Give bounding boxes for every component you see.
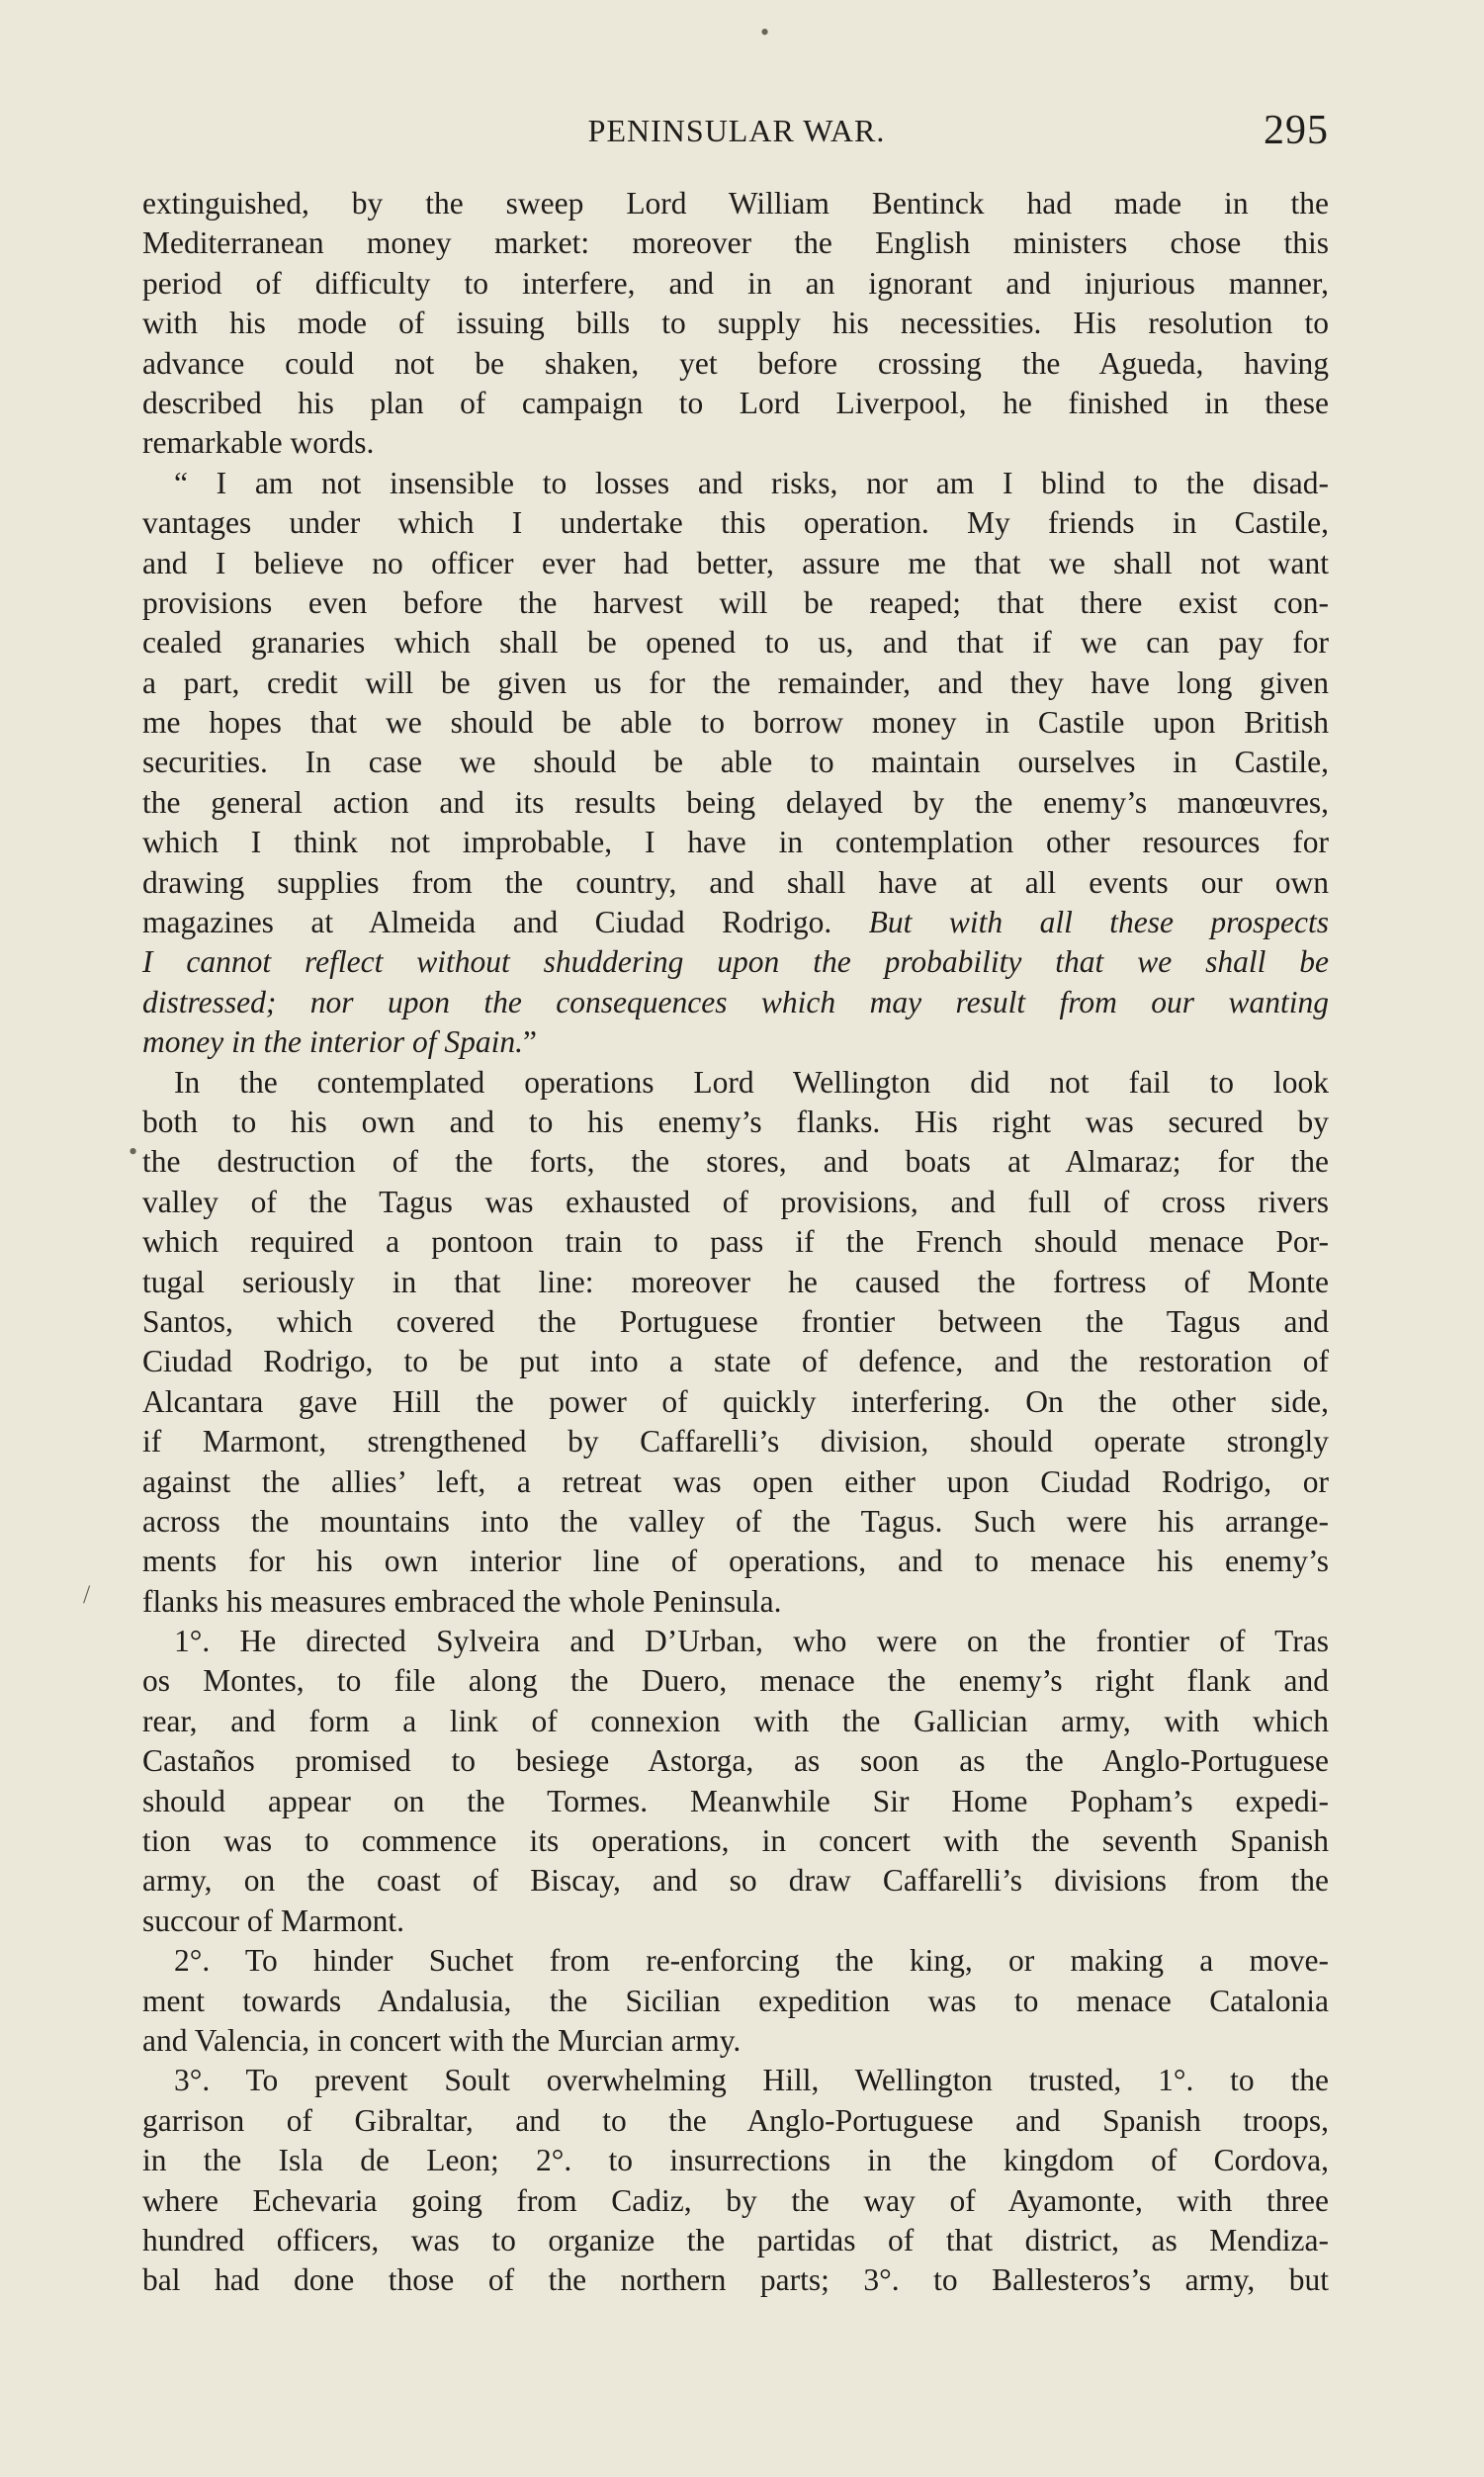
text-line — [142, 344, 1329, 384]
text-span: 1°. He directed Sylveira and D’Urban, who were on the frontier of Tras — [174, 1624, 1329, 1659]
text-span: drawing supplies from the country, and shall have at all events our own — [142, 864, 1329, 900]
text-line — [142, 1902, 1329, 1941]
text-line — [142, 1382, 1329, 1422]
text-span: hundred officers, was to organize the partidas of that district, as Mendiza- — [142, 2222, 1329, 2257]
text-span: garrison of Gibraltar, and to the Anglo-Portuguese and Spanish troops, — [142, 2102, 1329, 2138]
text-line — [142, 384, 1329, 423]
text-span: the general action and its results being delayed by the enemy’s manœuvres, — [142, 784, 1329, 820]
text-line — [142, 743, 1329, 782]
text-line — [142, 1142, 1329, 1182]
text-line — [142, 2141, 1329, 2180]
text-span: army, on the coast of Biscay, and so draw Caffarelli’s divisions from the — [142, 1863, 1329, 1899]
text-line — [142, 1342, 1329, 1381]
closing-quote: ” — [522, 1024, 537, 1060]
text-span: which I think not improbable, I have in contemplation other resources for — [142, 825, 1329, 860]
text-span: rear, and form a link of connexion with the Gallician army, with which — [142, 1703, 1329, 1738]
text-span: 2°. To hinder Suchet from re-enforcing the king, or making a move- — [174, 1943, 1329, 1979]
running-head — [144, 107, 1329, 156]
text-span: advance could not be shaken, yet before crossing the Agueda, having — [142, 345, 1329, 381]
text-line — [142, 1502, 1329, 1542]
text-span: magazines at Almeida and Ciudad Rodrigo. — [142, 905, 869, 940]
text-line — [142, 863, 1329, 903]
text-span: Mediterranean money market: moreover the English ministers chose this — [142, 225, 1329, 261]
text-span: which required a pontoon train to pass if the French should menace Por- — [142, 1224, 1329, 1260]
text-line — [142, 2221, 1329, 2260]
text-line — [142, 1222, 1329, 1262]
margin-bullet: • — [129, 1137, 138, 1166]
text-span: should appear on the Tormes. Meanwhile Sir Home Popham’s expedi- — [142, 1783, 1329, 1818]
text-line — [142, 1542, 1329, 1581]
italic-span: I cannot reflect without shuddering upon the probability that we shall be — [142, 944, 1329, 980]
text-line — [142, 1582, 1329, 1622]
text-span: extinguished, by the sweep Lord William Bentinck had made in the — [142, 186, 1329, 221]
text-span: ment towards Andalusia, the Sicilian expedition was to menace Catalonia — [142, 1983, 1329, 2018]
text-line — [142, 503, 1329, 543]
text-span: tion was to commence its operations, in concert with the seventh Spanish — [142, 1823, 1329, 1859]
text-line — [142, 903, 1329, 942]
text-span: the destruction of the forts, the stores, and boats at Almaraz; for the — [142, 1144, 1329, 1180]
text-span: “ I am not insensible to losses and risks, nor am I blind to the disad- — [174, 465, 1329, 500]
text-line — [142, 544, 1329, 583]
body-text — [142, 184, 1329, 2301]
text-span: period of difficulty to interfere, and in an ignorant and injurious manner, — [142, 265, 1329, 301]
text-span: bal had done those of the northern parts; 3°. to Ballesteros’s army, but — [142, 2262, 1329, 2298]
text-line — [142, 304, 1329, 343]
text-line — [142, 1941, 1329, 1981]
text-line — [142, 623, 1329, 663]
italic-span: distressed; nor upon the consequences which may result from our wanting — [142, 984, 1329, 1019]
text-line — [142, 1982, 1329, 2021]
text-line — [142, 1063, 1329, 1103]
text-line — [142, 1622, 1329, 1661]
italic-span: money in the interior of Spain. — [142, 1024, 523, 1060]
text-line — [142, 583, 1329, 623]
text-line — [142, 1782, 1329, 1821]
text-line — [142, 663, 1329, 703]
text-span: In the contemplated operations Lord Wellington did not fail to look — [174, 1064, 1329, 1100]
text-span: ments for his own interior line of operations, and to menace his enemy’s — [142, 1544, 1329, 1579]
text-line — [142, 1022, 1329, 1062]
text-line — [142, 2061, 1329, 2100]
text-span: securities. In case we should be able to maintain ourselves in Castile, — [142, 745, 1329, 780]
text-span: valley of the Tagus was exhausted of provisions, and full of cross rivers — [142, 1184, 1329, 1219]
text-span: tugal seriously in that line: moreover he caused the fortress of Monte — [142, 1264, 1329, 1299]
text-line — [142, 184, 1329, 223]
text-span: remarkable words. — [142, 425, 375, 461]
text-span: described his plan of campaign to Lord Liverpool, he finished in these — [142, 385, 1329, 420]
text-line — [142, 1702, 1329, 1741]
text-span: Ciudad Rodrigo, to be put into a state of defence, and the restoration of — [142, 1344, 1329, 1379]
text-span: Alcantara gave Hill the power of quickly interfering. On the other side, — [142, 1383, 1329, 1419]
text-line — [142, 1422, 1329, 1461]
text-span: os Montes, to file along the Duero, menace the enemy’s right flank and — [142, 1663, 1329, 1699]
text-span: and I believe no officer ever had better, assure me that we shall not want — [142, 545, 1329, 580]
text-span: Santos, which covered the Portuguese frontier between the Tagus and — [142, 1303, 1329, 1339]
text-span: me hopes that we should be able to borrow money in Castile upon British — [142, 705, 1329, 741]
text-line — [142, 1183, 1329, 1222]
text-span: across the mountains into the valley of the Tagus. Such were his arrange- — [142, 1503, 1329, 1539]
text-span: both to his own and to his enemy’s flanks. His right was secured by — [142, 1104, 1329, 1139]
margin-dash: / — [83, 1580, 91, 1609]
text-span: a part, credit will be given us for the remainder, and they have long given — [142, 664, 1329, 700]
text-line — [142, 2101, 1329, 2141]
text-span: in the Isla de Leon; 2°. to insurrections in the kingdom of Cordova, — [142, 2143, 1329, 2178]
text-line — [142, 1462, 1329, 1502]
text-span: cealed granaries which shall be opened to us, and that if we can pay for — [142, 625, 1329, 661]
top-ink-dot: • — [760, 18, 770, 46]
text-line — [142, 1302, 1329, 1342]
italic-span: But with all these prospects — [868, 905, 1330, 940]
text-span: against the allies’ left, a retreat was open either upon Ciudad Rodrigo, or — [142, 1463, 1329, 1499]
running-title: PENINSULAR WAR. — [587, 113, 886, 148]
text-line — [142, 823, 1329, 862]
text-span: flanks his measures embraced the whole Peninsula. — [142, 1583, 782, 1619]
text-span: provisions even before the harvest will be reaped; that there exist con- — [142, 584, 1329, 620]
text-line — [142, 2181, 1329, 2221]
text-span: vantages under which I undertake this operation. My friends in Castile, — [142, 505, 1329, 541]
text-line — [142, 1861, 1329, 1901]
text-line — [142, 1103, 1329, 1142]
text-line — [142, 983, 1329, 1022]
text-line — [142, 783, 1329, 823]
text-span: succour of Marmont. — [142, 1902, 405, 1938]
text-line — [142, 264, 1329, 304]
text-line — [142, 423, 1329, 463]
text-span: where Echevaria going from Cadiz, by the way of Ayamonte, with three — [142, 2182, 1329, 2218]
text-line — [142, 464, 1329, 503]
text-span: 3°. To prevent Soult overwhelming Hill, Wellington trusted, 1°. to the — [174, 2063, 1329, 2098]
text-line — [142, 1661, 1329, 1701]
text-line — [142, 942, 1329, 982]
text-span: if Marmont, strengthened by Caffarelli’s division, should operate strongly — [142, 1424, 1329, 1460]
text-span: with his mode of issuing bills to supply his necessities. His resolution to — [142, 306, 1329, 341]
text-line — [142, 1821, 1329, 1861]
text-span: Castaños promised to besiege Astorga, as soon as the Anglo-Portuguese — [142, 1743, 1329, 1779]
text-line — [142, 703, 1329, 743]
text-line — [142, 2260, 1329, 2300]
page-number: 295 — [1264, 108, 1329, 153]
text-line — [142, 1741, 1329, 1781]
text-span: and Valencia, in concert with the Murcian army. — [142, 2022, 742, 2058]
text-line — [142, 223, 1329, 263]
text-line — [142, 1263, 1329, 1302]
text-line — [142, 2021, 1329, 2061]
